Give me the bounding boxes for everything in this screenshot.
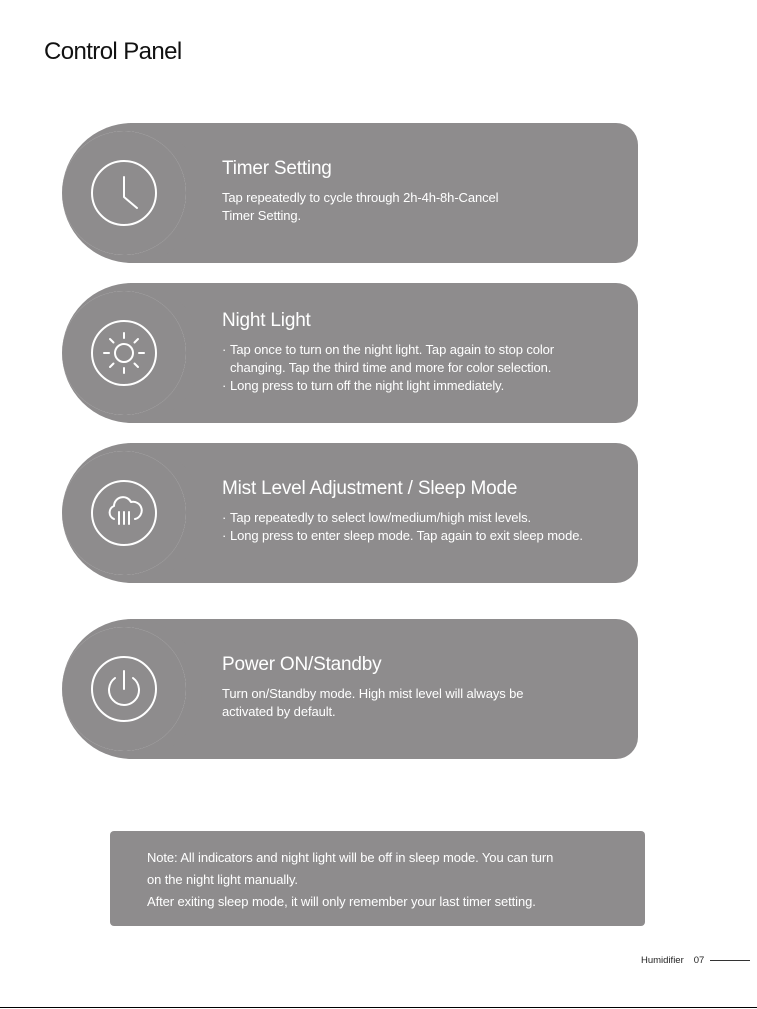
card-title: Mist Level Adjustment / Sleep Mode — [222, 478, 518, 499]
night-light-button[interactable] — [62, 291, 186, 415]
power-icon — [88, 653, 160, 725]
night-light-card — [62, 283, 638, 423]
sun-icon — [88, 317, 160, 389]
page-title: Control Panel — [44, 38, 182, 65]
note-line: Note: All indicators and night light will be off in sleep mode. You can turn — [147, 850, 554, 865]
card-title: Timer Setting — [222, 158, 332, 179]
power-standby-card — [62, 619, 638, 759]
product-name: Humidifier — [641, 955, 684, 966]
card-desc-line: Tap repeatedly to cycle through 2h-4h-8h-Cancel — [222, 190, 499, 205]
bullet-item: · Long press to enter sleep mode. Tap again to exit sleep mode. — [222, 527, 622, 545]
timer-setting-card — [62, 123, 638, 263]
footer-rule — [710, 960, 750, 961]
card-title: Night Light — [222, 310, 311, 331]
clock-icon — [88, 157, 160, 229]
timer-button[interactable] — [62, 131, 186, 255]
page-number: 07 — [693, 955, 705, 966]
page-footer — [641, 955, 750, 966]
mist-level-button[interactable] — [62, 451, 186, 575]
bullet-item: · Long press to turn off the night light immediately. — [222, 377, 622, 395]
bullet-item: · Tap once to turn on the night light. Tap again to stop color changing. Tap the third time and more for color selection. — [222, 341, 622, 377]
mist-cloud-icon — [88, 477, 160, 549]
card-desc-line: activated by default. — [222, 704, 336, 719]
note-line: After exiting sleep mode, it will only remember your last timer setting. — [147, 894, 536, 909]
note-line: on the night light manually. — [147, 872, 298, 887]
bottom-divider — [0, 1007, 757, 1008]
sleep-mode-note — [110, 831, 645, 926]
card-desc-line: Timer Setting. — [222, 208, 302, 223]
card-desc-line: Turn on/Standby mode. High mist level will always be — [222, 686, 524, 701]
bullet-item: · Tap repeatedly to select low/medium/high mist levels. — [222, 509, 622, 527]
mist-level-card — [62, 443, 638, 583]
card-title: Power ON/Standby — [222, 654, 382, 675]
power-button[interactable] — [62, 627, 186, 751]
